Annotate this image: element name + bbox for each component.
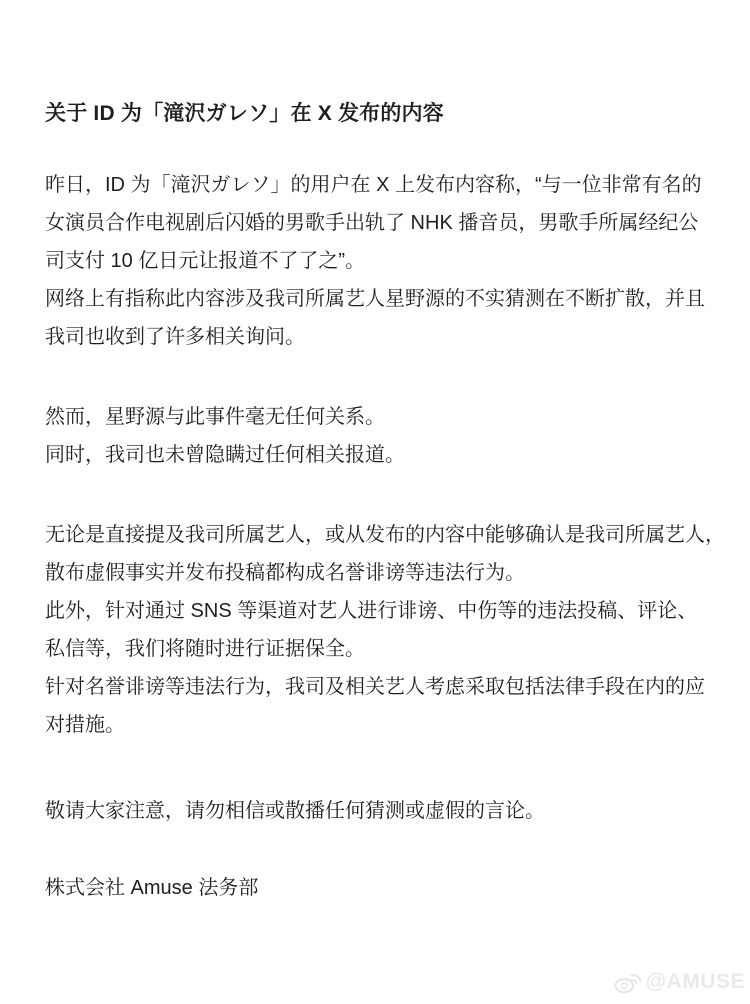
text-line: 对措施。 [45,714,125,736]
paragraph-intro [45,166,727,356]
text-line: 敬请大家注意，请勿相信或散播任何猜测或虚假的言论。 [45,800,545,822]
text-line: 然而，星野源与此事件毫无任何关系。 [45,406,385,428]
paragraph-caution [45,792,727,830]
paragraph-legal [45,516,727,744]
weibo-logo-icon [613,969,643,994]
text-line: 同时，我司也未曾隐瞒过任何相关报道。 [45,444,405,466]
text-line: 司支付 10 亿日元让报道不了了之”。 [45,250,366,272]
paragraph-denial [45,398,727,474]
text-line: 网络上有指称此内容涉及我司所属艺人星野源的不实猜测在不断扩散，并且 [45,288,705,310]
watermark-text: @AMUSE [645,969,745,993]
document-title-text: 关于 ID 为「滝沢ガレソ」在 X 发布的内容 [45,102,444,126]
text-line: 针对名誉诽谤等违法行为，我司及相关艺人考虑采取包括法律手段在内的应 [45,676,705,698]
text-line: 私信等，我们将随时进行证据保全。 [45,638,365,660]
text-line: 散布虚假事实并发布投稿都构成名誉诽谤等违法行为。 [45,562,525,584]
text-line: 女演员合作电视剧后闪婚的男歌手出轨了 NHK 播音员，男歌手所属经纪公 [45,212,699,234]
paragraph-signature [45,869,727,907]
text-line: 昨日，ID 为「滝沢ガレソ」的用户在 X 上发布内容称，“与一位非常有名的 [45,174,702,196]
weibo-watermark [613,969,745,994]
text-line: 我司也收到了许多相关询问。 [45,326,305,348]
text-line: 无论是直接提及我司所属艺人，或从发布的内容中能够确认是我司所属艺人， [45,524,725,546]
document-title [45,100,725,128]
text-line: 此外，针对通过 SNS 等渠道对艺人进行诽谤、中伤等的违法投稿、评论、 [45,600,698,622]
signature-line: 株式会社 Amuse 法务部 [45,877,259,899]
